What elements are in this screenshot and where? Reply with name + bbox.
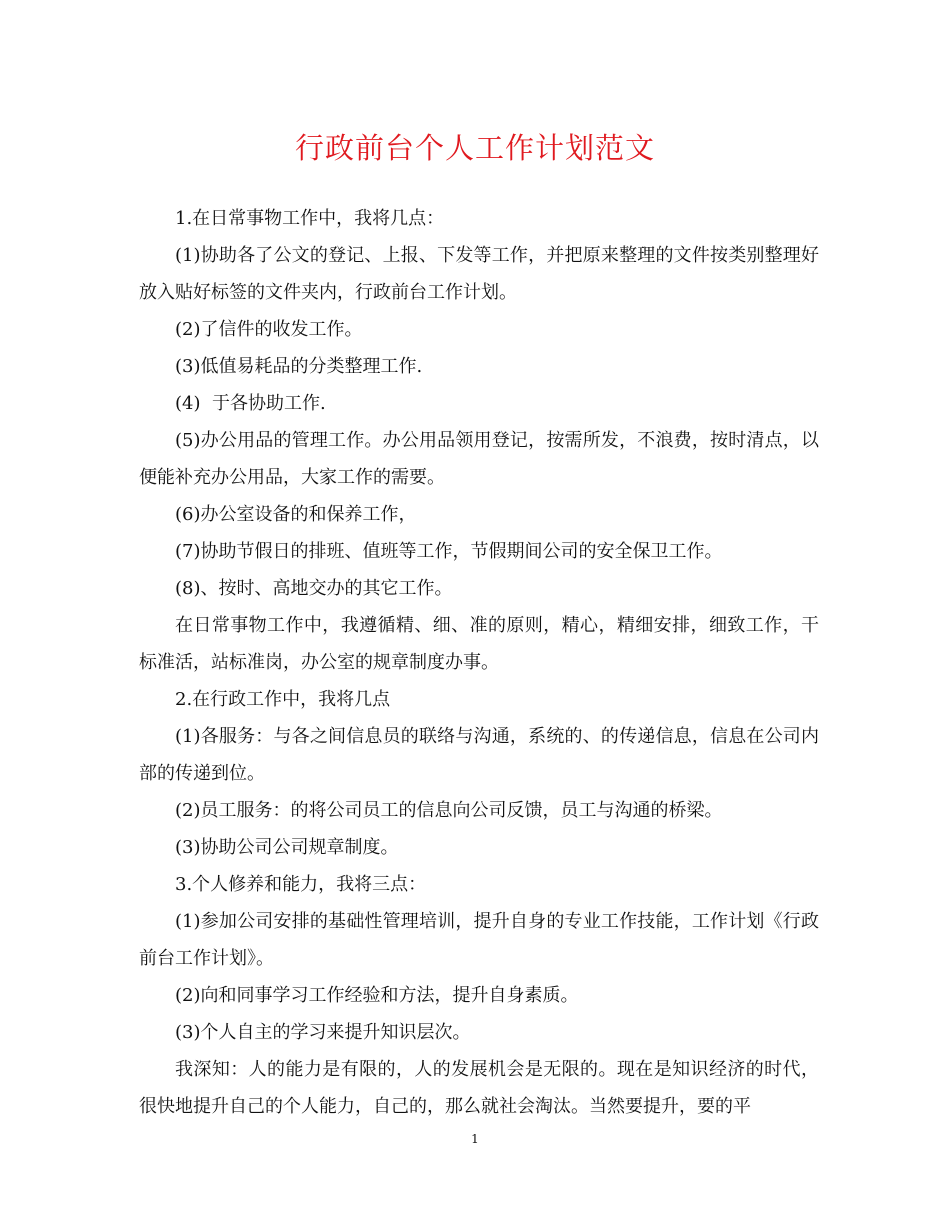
- paragraph: (7)协助节假日的排班、值班等工作，节假期间公司的安全保卫工作。: [175, 541, 723, 562]
- paragraph: (3)个人自主的学习来提升知识层次。: [175, 1022, 471, 1043]
- document-body: [139, 200, 819, 1125]
- document-title: 行政前台个人工作计划范文: [294, 131, 655, 165]
- paragraph: 2.在行政工作中，我将几点: [175, 689, 391, 710]
- paragraph: (3)低值易耗品的分类整理工作.: [175, 356, 423, 377]
- paragraph: (6)办公室设备的和保养工作，: [175, 504, 417, 525]
- paragraph: (1)各服务：与各之间信息员的联络与沟通，系统的、的传递信息，信息在公司内部的传递到位。: [139, 726, 819, 784]
- paragraph: (2)向和同事学习工作经验和方法，提升自身素质。: [175, 985, 579, 1006]
- page-number: 1: [471, 1132, 479, 1146]
- paragraph: (1)参加公司安排的基础性管理培训，提升自身的专业工作技能，工作计划《行政前台工作计划》。: [139, 911, 819, 969]
- paragraph: 我深知：人的能力是有限的，人的发展机会是无限的。现在是知识经济的时代，很快地提升自己的个人能力，自己的，那么就社会淘汰。当然要提升，要的平: [139, 1059, 819, 1117]
- paragraph: (2)了信件的收发工作。: [175, 319, 363, 340]
- paragraph: (8)、按时、高地交办的其它工作。: [175, 578, 453, 599]
- paragraph: (4) 于各协助工作.: [175, 393, 326, 414]
- paragraph: 1.在日常事物工作中，我将几点：: [175, 208, 445, 229]
- paragraph: 在日常事物工作中，我遵循精、细、准的原则，精心，精细安排，细致工作，干标准活，站标准岗，办公室的规章制度办事。: [139, 615, 819, 673]
- paragraph: (3)协助公司公司规章制度。: [175, 837, 399, 858]
- paragraph: (1)协助各了公文的登记、上报、下发等工作，并把原来整理的文件按类别整理好放入贴好标签的文件夹内，行政前台工作计划。: [139, 245, 819, 303]
- paragraph: 3.个人修养和能力，我将三点：: [175, 874, 427, 895]
- paragraph: (2)员工服务：的将公司员工的信息向公司反馈，员工与沟通的桥梁。: [175, 800, 723, 821]
- paragraph: (5)办公用品的管理工作。办公用品领用登记，按需所发，不浪费，按时清点，以便能补充办公用品，大家工作的需要。: [139, 430, 819, 488]
